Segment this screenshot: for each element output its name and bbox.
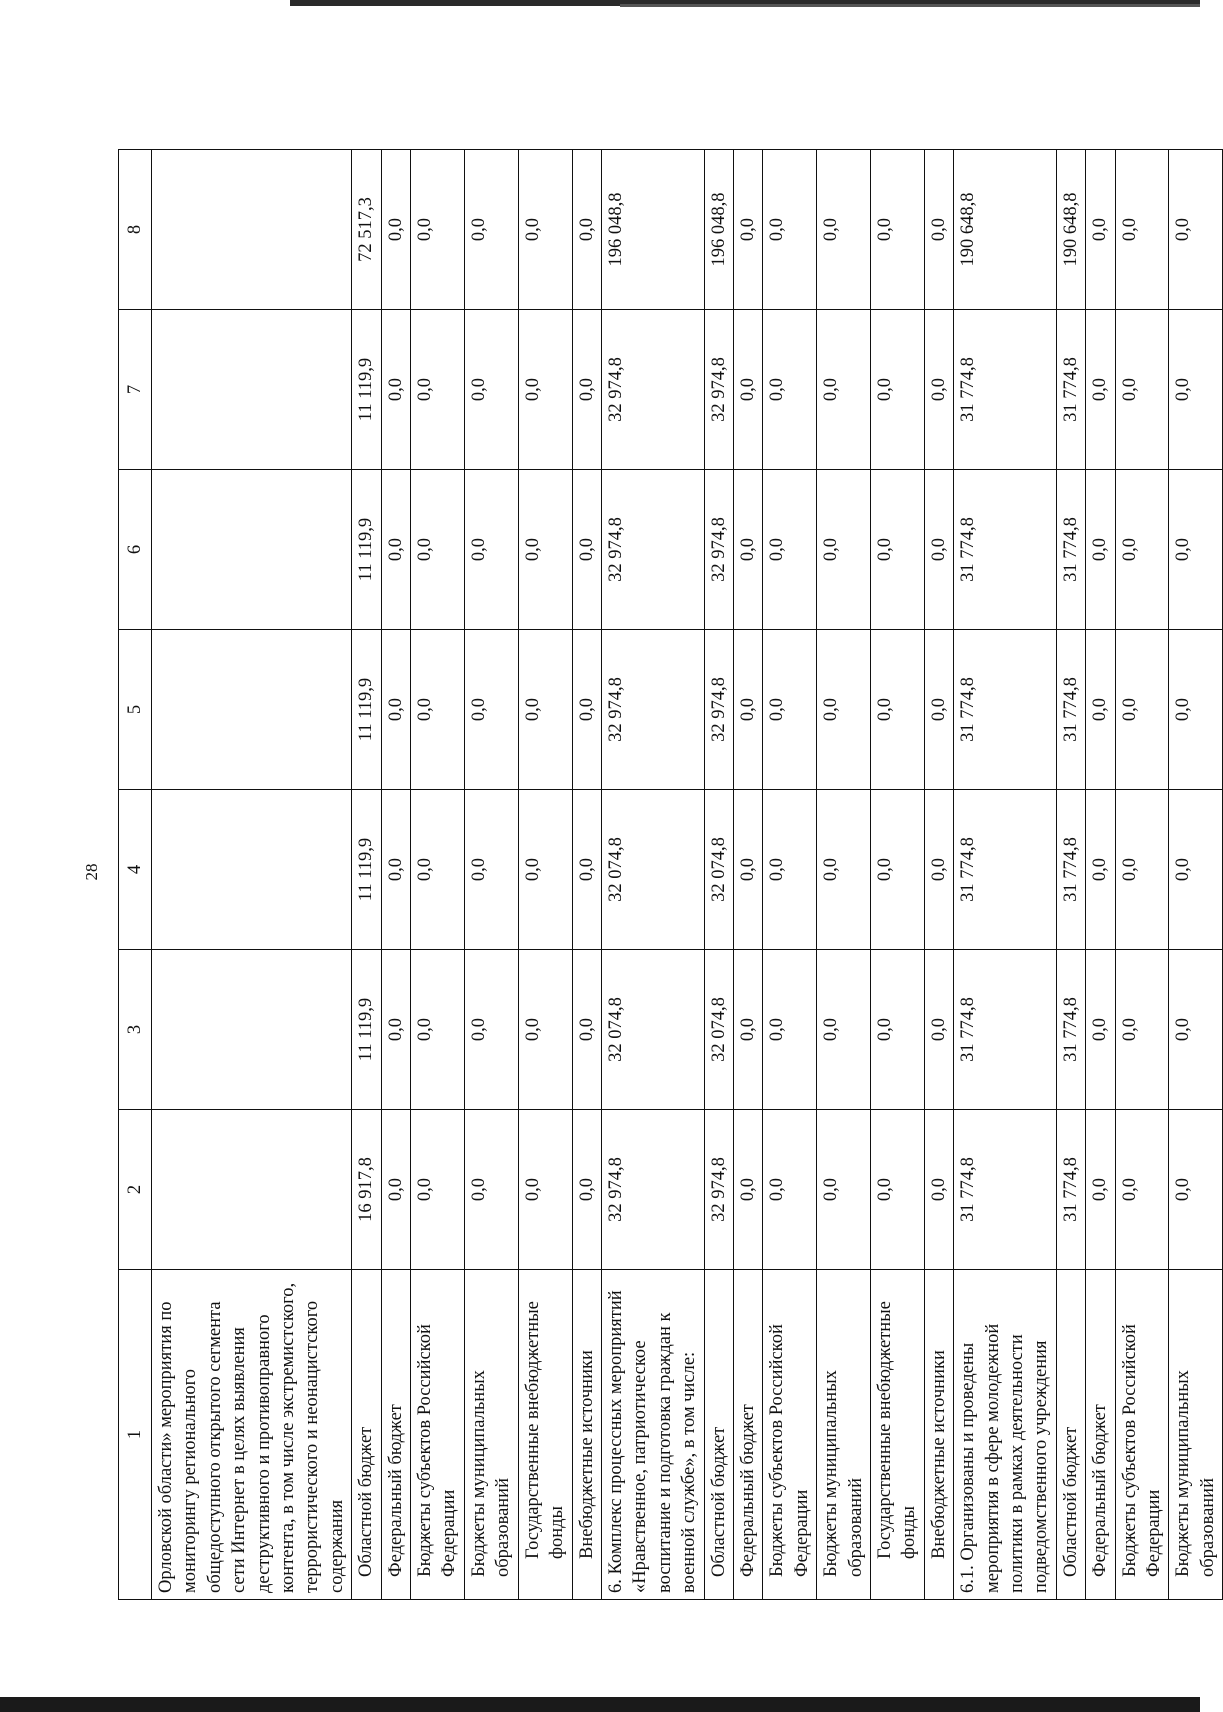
scan-edge-bottom <box>0 1697 1200 1712</box>
value-cell: 0,0 <box>1086 470 1115 630</box>
row-label: Областной бюджет <box>1056 1270 1085 1600</box>
value-cell: 0,0 <box>518 150 572 310</box>
row-label: Внебюджетные источники <box>572 1270 601 1600</box>
table-row <box>1169 150 1223 1600</box>
value-cell: 0,0 <box>411 630 465 790</box>
row-label: 6.1. Организованы и проведены мероприятия в сфере молодежной политики в рамках деятельности подведомственного учреждения <box>954 1270 1057 1600</box>
value-cell: 0,0 <box>381 790 410 950</box>
value-cell: 31 774,8 <box>1056 1110 1085 1270</box>
row-label: Бюджеты субъектов Российской Федерации <box>763 1270 817 1600</box>
page-number: 28 <box>82 863 101 881</box>
value-cell: 11 119,9 <box>352 470 381 630</box>
value-cell: 196 048,8 <box>601 150 704 310</box>
value-cell: 0,0 <box>464 150 518 310</box>
header-cell: 3 <box>119 950 152 1110</box>
value-cell <box>152 950 352 1110</box>
value-cell: 0,0 <box>870 150 924 310</box>
value-cell: 0,0 <box>518 790 572 950</box>
value-cell: 0,0 <box>1086 150 1115 310</box>
value-cell: 0,0 <box>464 470 518 630</box>
value-cell: 31 774,8 <box>1056 790 1085 950</box>
value-cell: 196 048,8 <box>704 150 733 310</box>
value-cell: 0,0 <box>817 790 871 950</box>
value-cell: 31 774,8 <box>1056 950 1085 1110</box>
table-row <box>924 150 953 1600</box>
value-cell: 31 774,8 <box>1056 310 1085 470</box>
value-cell: 0,0 <box>870 950 924 1110</box>
header-cell: 4 <box>119 790 152 950</box>
value-cell: 31 774,8 <box>954 470 1057 630</box>
value-cell: 0,0 <box>381 1110 410 1270</box>
value-cell: 11 119,9 <box>352 950 381 1110</box>
value-cell: 0,0 <box>870 470 924 630</box>
table-row <box>733 150 762 1600</box>
value-cell: 0,0 <box>1169 950 1223 1110</box>
value-cell: 0,0 <box>1086 950 1115 1110</box>
row-label: Областной бюджет <box>352 1270 381 1600</box>
value-cell: 0,0 <box>763 1110 817 1270</box>
rotated-table-sheet <box>118 150 1218 1600</box>
value-cell: 0,0 <box>870 310 924 470</box>
value-cell: 31 774,8 <box>954 790 1057 950</box>
value-cell: 32 074,8 <box>704 950 733 1110</box>
value-cell: 0,0 <box>1115 310 1169 470</box>
value-cell: 0,0 <box>464 1110 518 1270</box>
value-cell: 0,0 <box>572 1110 601 1270</box>
value-cell: 0,0 <box>924 310 953 470</box>
value-cell: 31 774,8 <box>1056 470 1085 630</box>
header-cell: 7 <box>119 310 152 470</box>
row-label: 6. Комплекс процессных мероприятий «Нравственное, патриотическое воспитание и подготовка граждан к военной службе», в том числе: <box>601 1270 704 1600</box>
header-cell: 8 <box>119 150 152 310</box>
value-cell: 0,0 <box>411 150 465 310</box>
value-cell: 0,0 <box>1115 1110 1169 1270</box>
value-cell: 0,0 <box>924 950 953 1110</box>
value-cell: 32 974,8 <box>704 310 733 470</box>
row-label: Федеральный бюджет <box>381 1270 410 1600</box>
row-label: Бюджеты муниципальных образований <box>464 1270 518 1600</box>
row-label: Бюджеты субъектов Российской Федерации <box>1115 1270 1169 1600</box>
value-cell: 0,0 <box>733 950 762 1110</box>
table-row <box>518 150 572 1600</box>
value-cell: 32 074,8 <box>601 790 704 950</box>
header-cell: 2 <box>119 1110 152 1270</box>
value-cell: 0,0 <box>733 1110 762 1270</box>
value-cell: 0,0 <box>1086 630 1115 790</box>
value-cell: 11 119,9 <box>352 630 381 790</box>
value-cell: 0,0 <box>763 470 817 630</box>
value-cell: 32 974,8 <box>601 310 704 470</box>
value-cell: 11 119,9 <box>352 310 381 470</box>
table-row <box>817 150 871 1600</box>
value-cell: 0,0 <box>464 310 518 470</box>
value-cell: 31 774,8 <box>1056 630 1085 790</box>
value-cell: 0,0 <box>763 790 817 950</box>
value-cell: 0,0 <box>1169 310 1223 470</box>
table-row <box>1056 150 1085 1600</box>
value-cell <box>152 630 352 790</box>
value-cell: 0,0 <box>411 790 465 950</box>
value-cell: 0,0 <box>763 150 817 310</box>
value-cell: 0,0 <box>733 470 762 630</box>
value-cell: 0,0 <box>870 1110 924 1270</box>
value-cell: 0,0 <box>518 1110 572 1270</box>
value-cell: 0,0 <box>572 790 601 950</box>
value-cell: 0,0 <box>924 790 953 950</box>
value-cell: 0,0 <box>1115 150 1169 310</box>
table-row <box>870 150 924 1600</box>
value-cell: 0,0 <box>1169 790 1223 950</box>
value-cell: 0,0 <box>763 310 817 470</box>
value-cell: 16 917,8 <box>352 1110 381 1270</box>
value-cell: 0,0 <box>733 790 762 950</box>
value-cell: 0,0 <box>924 1110 953 1270</box>
row-label: Государственные внебюджетные фонды <box>518 1270 572 1600</box>
value-cell: 0,0 <box>572 630 601 790</box>
value-cell: 0,0 <box>411 310 465 470</box>
value-cell: 32 074,8 <box>601 950 704 1110</box>
value-cell: 0,0 <box>381 150 410 310</box>
budget-table <box>118 149 1223 1600</box>
table-row <box>152 150 352 1600</box>
value-cell: 0,0 <box>1169 630 1223 790</box>
value-cell: 32 974,8 <box>601 1110 704 1270</box>
value-cell: 0,0 <box>870 630 924 790</box>
value-cell: 0,0 <box>1169 470 1223 630</box>
value-cell: 0,0 <box>1115 630 1169 790</box>
table-row <box>464 150 518 1600</box>
value-cell: 190 648,8 <box>1056 150 1085 310</box>
row-label: Федеральный бюджет <box>733 1270 762 1600</box>
table-row <box>381 150 410 1600</box>
table-row <box>954 150 1057 1600</box>
value-cell: 11 119,9 <box>352 790 381 950</box>
value-cell: 0,0 <box>518 310 572 470</box>
value-cell: 31 774,8 <box>954 1110 1057 1270</box>
value-cell: 0,0 <box>518 950 572 1110</box>
value-cell: 32 974,8 <box>601 630 704 790</box>
value-cell: 0,0 <box>572 470 601 630</box>
scan-edge-top-secondary <box>620 4 1200 7</box>
value-cell: 0,0 <box>733 630 762 790</box>
value-cell: 32 974,8 <box>601 470 704 630</box>
table-row <box>601 150 704 1600</box>
header-cell: 6 <box>119 470 152 630</box>
value-cell: 31 774,8 <box>954 950 1057 1110</box>
value-cell: 0,0 <box>1169 1110 1223 1270</box>
value-cell <box>152 150 352 310</box>
value-cell: 0,0 <box>817 630 871 790</box>
row-label: Областной бюджет <box>704 1270 733 1600</box>
value-cell: 0,0 <box>411 1110 465 1270</box>
value-cell: 0,0 <box>870 790 924 950</box>
value-cell: 31 774,8 <box>954 310 1057 470</box>
value-cell: 0,0 <box>572 150 601 310</box>
value-cell: 0,0 <box>817 950 871 1110</box>
value-cell: 0,0 <box>763 630 817 790</box>
value-cell: 0,0 <box>464 950 518 1110</box>
value-cell: 32 074,8 <box>704 790 733 950</box>
table-row <box>704 150 733 1600</box>
value-cell: 0,0 <box>817 310 871 470</box>
value-cell: 0,0 <box>817 150 871 310</box>
value-cell: 0,0 <box>1086 1110 1115 1270</box>
value-cell <box>152 790 352 950</box>
row-label: Государственные внебюджетные фонды <box>870 1270 924 1600</box>
value-cell: 0,0 <box>518 630 572 790</box>
value-cell: 0,0 <box>381 470 410 630</box>
value-cell: 0,0 <box>1115 950 1169 1110</box>
value-cell: 0,0 <box>572 310 601 470</box>
table-row <box>763 150 817 1600</box>
value-cell: 0,0 <box>1115 470 1169 630</box>
value-cell <box>152 470 352 630</box>
value-cell: 0,0 <box>817 1110 871 1270</box>
value-cell: 0,0 <box>1086 310 1115 470</box>
row-label: Бюджеты муниципальных образований <box>817 1270 871 1600</box>
value-cell: 0,0 <box>924 630 953 790</box>
header-cell: 5 <box>119 630 152 790</box>
value-cell: 0,0 <box>763 950 817 1110</box>
value-cell: 0,0 <box>381 630 410 790</box>
value-cell: 0,0 <box>464 790 518 950</box>
value-cell: 0,0 <box>1169 150 1223 310</box>
value-cell: 190 648,8 <box>954 150 1057 310</box>
value-cell <box>152 1110 352 1270</box>
value-cell: 0,0 <box>817 470 871 630</box>
header-cell: 1 <box>119 1270 152 1600</box>
value-cell: 32 974,8 <box>704 630 733 790</box>
value-cell <box>152 310 352 470</box>
value-cell: 0,0 <box>381 310 410 470</box>
header-row <box>119 150 152 1600</box>
value-cell: 0,0 <box>572 950 601 1110</box>
row-label: Бюджеты муниципальных образований <box>1169 1270 1223 1600</box>
value-cell: 72 517,3 <box>352 150 381 310</box>
table-row <box>352 150 381 1600</box>
table-row <box>411 150 465 1600</box>
value-cell: 32 974,8 <box>704 1110 733 1270</box>
value-cell: 0,0 <box>733 150 762 310</box>
value-cell: 0,0 <box>464 630 518 790</box>
row-label: Орловской области» мероприятия по мониторингу регионального общедоступного открытого сегмента сети Интернет в целях выявления деструктивного и противоправного контента, в том числе экстремистского, террористического и неонацистского содержания <box>152 1270 352 1600</box>
table-row <box>1115 150 1169 1600</box>
value-cell: 31 774,8 <box>954 630 1057 790</box>
value-cell: 0,0 <box>1115 790 1169 950</box>
value-cell: 0,0 <box>924 150 953 310</box>
row-label: Внебюджетные источники <box>924 1270 953 1600</box>
value-cell: 0,0 <box>924 470 953 630</box>
value-cell: 0,0 <box>411 470 465 630</box>
row-label: Бюджеты субъектов Российской Федерации <box>411 1270 465 1600</box>
value-cell: 0,0 <box>1086 790 1115 950</box>
value-cell: 32 974,8 <box>704 470 733 630</box>
value-cell: 0,0 <box>411 950 465 1110</box>
row-label: Федеральный бюджет <box>1086 1270 1115 1600</box>
value-cell: 0,0 <box>518 470 572 630</box>
value-cell: 0,0 <box>733 310 762 470</box>
value-cell: 0,0 <box>381 950 410 1110</box>
table-row <box>572 150 601 1600</box>
table-row <box>1086 150 1115 1600</box>
